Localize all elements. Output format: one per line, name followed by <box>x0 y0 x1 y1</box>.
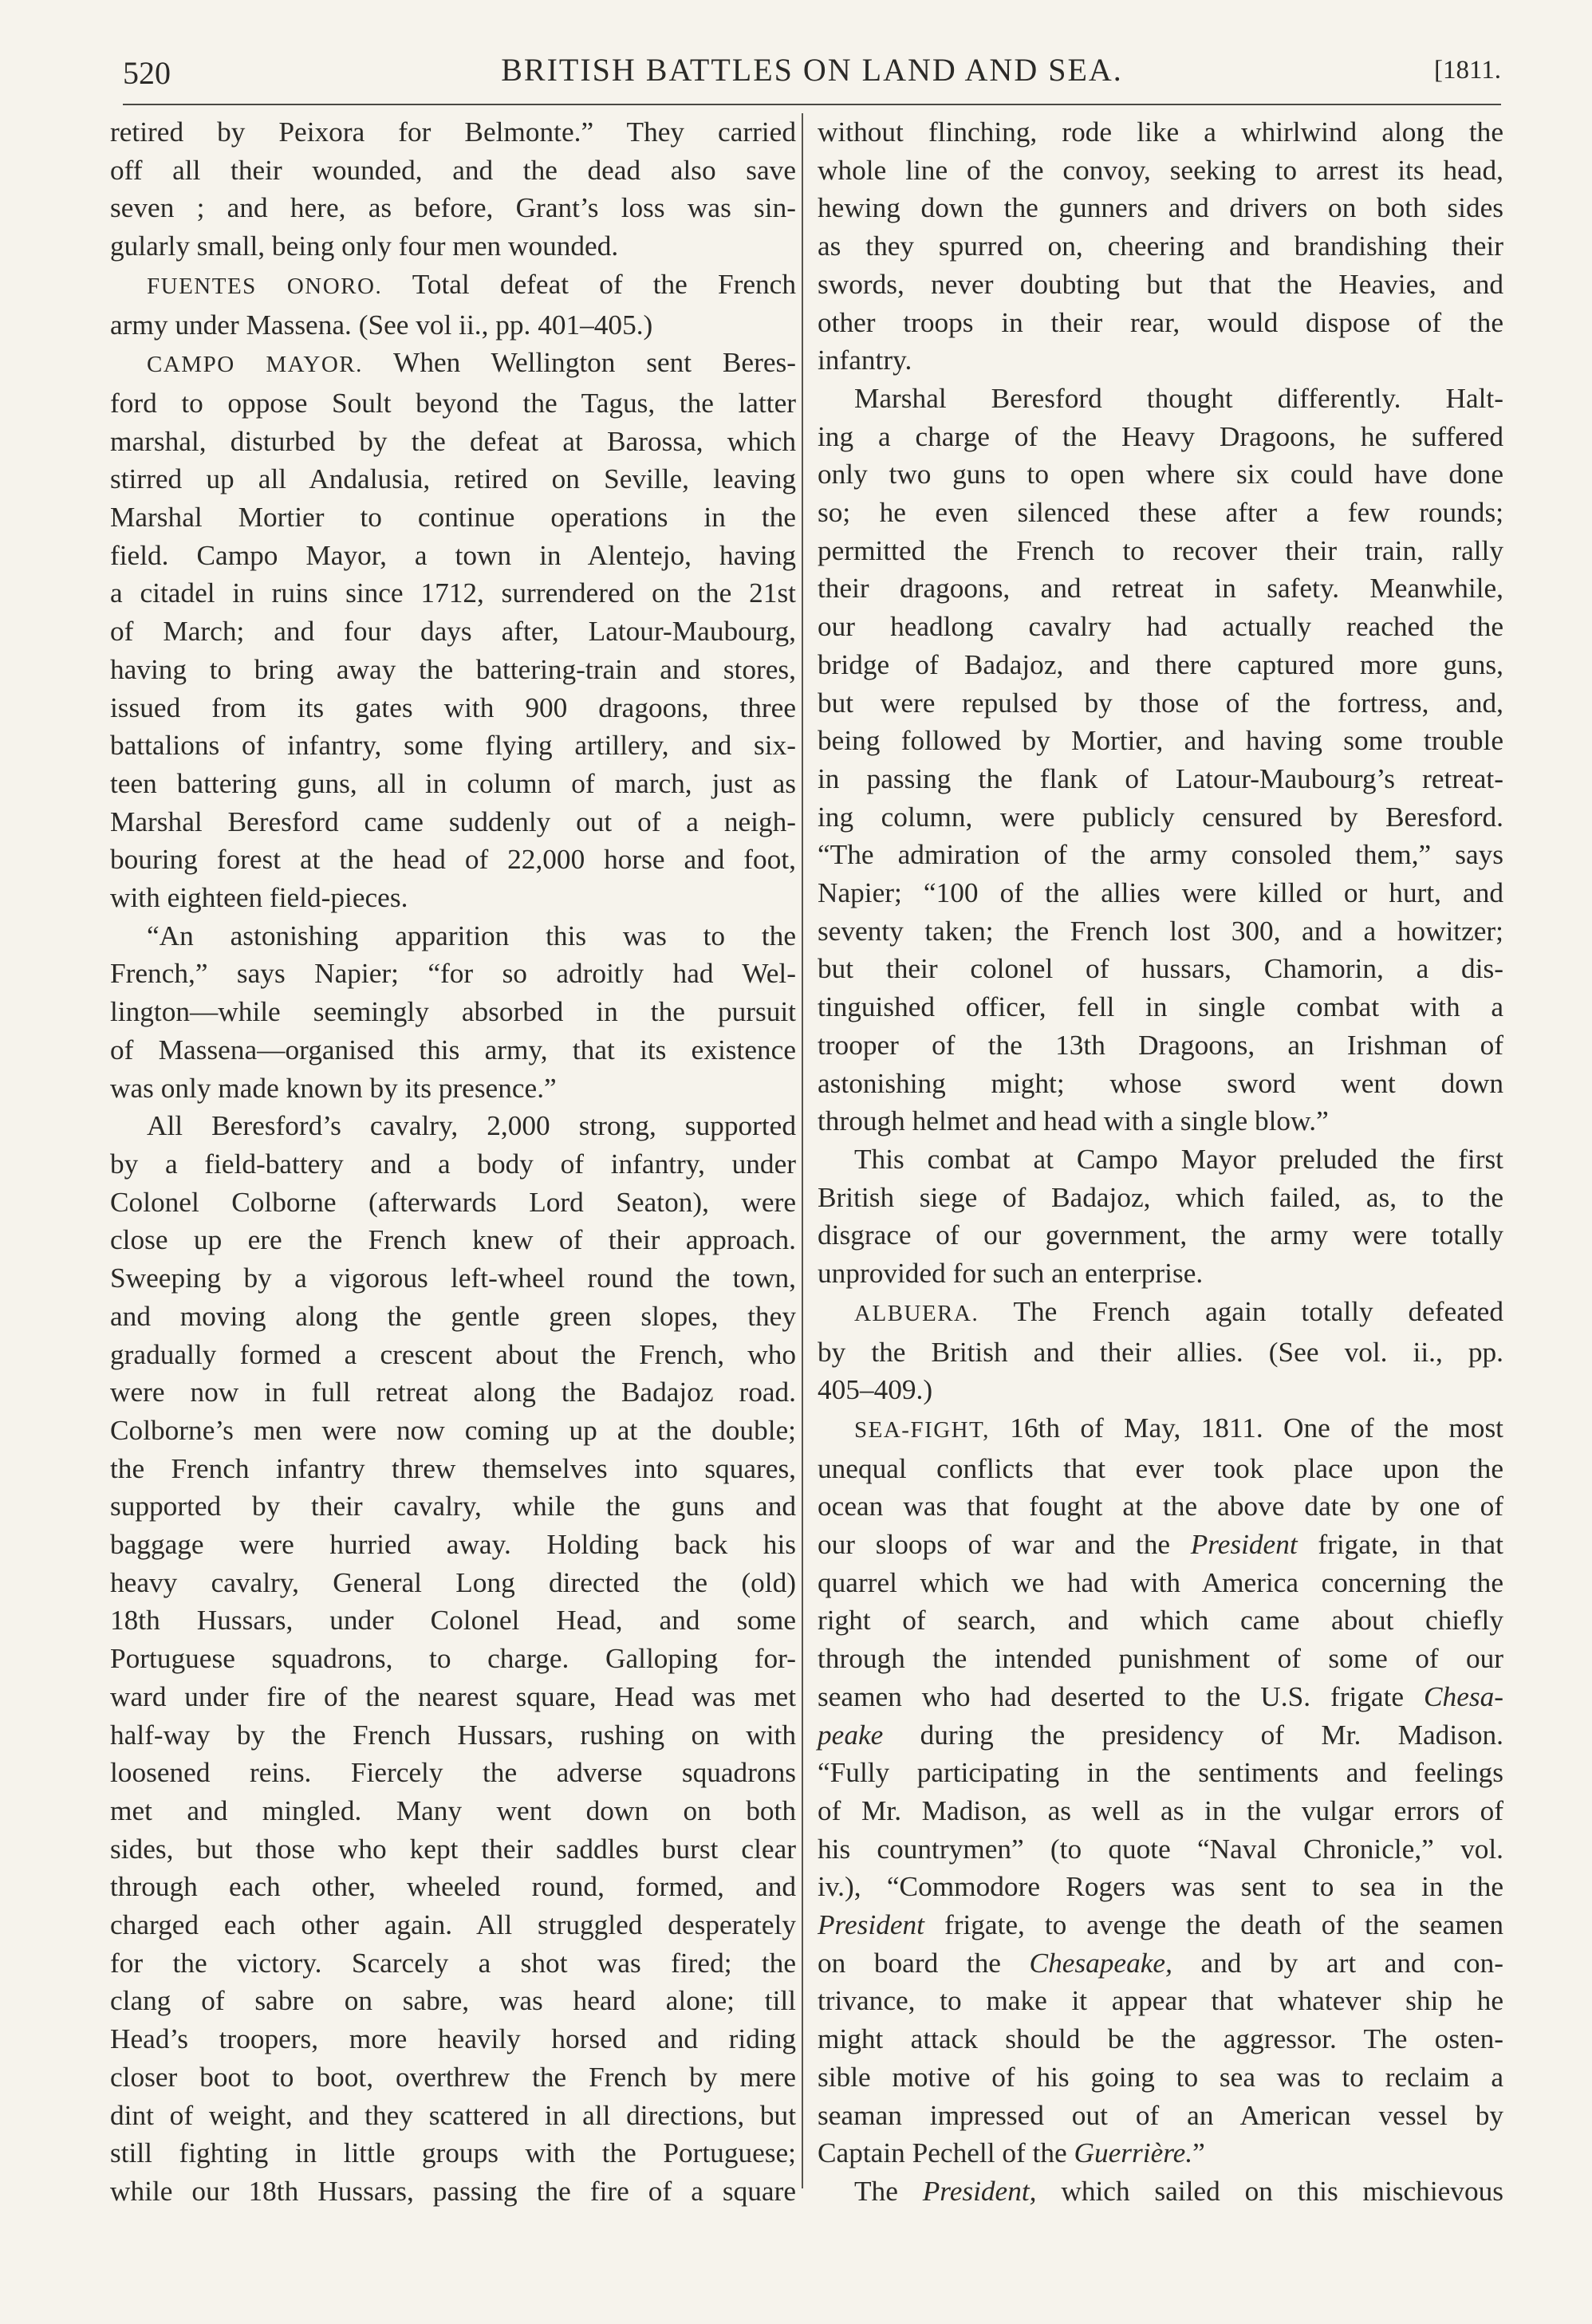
text-line: through each other, wheeled round, formed, and <box>110 1871 796 1903</box>
text-line: baggage were hurried away. Holding back his <box>110 1529 796 1561</box>
text-line: having to bring away the battering-train and stores, <box>110 653 796 685</box>
text-line: All Beresford’s cavalry, 2,000 strong, supported <box>147 1110 796 1142</box>
text-line: Sweeping by a vigorous left-wheel round the town, <box>110 1262 796 1294</box>
text-line: disgrace of our government, the army were totally <box>818 1219 1503 1251</box>
text-line: was only made known by its presence.” <box>110 1072 557 1104</box>
text-span: which sailed on this mischievous <box>1036 2175 1503 2207</box>
text-line: without flinching, rode like a whirlwind along the <box>818 116 1503 148</box>
text-line: ing column, were publicly censured by Beresford. <box>818 801 1503 833</box>
ship-name: President, <box>922 2175 1037 2207</box>
text-line: whole line of the convoy, seeking to arrest its head, <box>818 154 1503 186</box>
text-line: 405–409.) <box>818 1374 933 1406</box>
text-line: his countrymen” (to quote “Naval Chronicle,” vol. <box>818 1833 1503 1865</box>
text-line: bouring forest at the head of 22,000 horse and foot, <box>110 844 796 876</box>
text-line: being followed by Mortier, and having some trouble <box>818 725 1503 757</box>
text-line <box>110 344 796 384</box>
text-line: of March; and four days after, Latour-Maubourg, <box>110 616 796 648</box>
text-span: Captain Pechell of the <box>818 2137 1074 2169</box>
header-rule <box>123 104 1501 105</box>
text-line: so; he even silenced these after a few rounds; <box>818 497 1503 529</box>
ship-name: peake <box>818 1719 884 1751</box>
text-span: When Wellington sent Beres- <box>362 347 796 379</box>
text-line: might attack should be the aggressor. The osten- <box>818 2023 1503 2055</box>
text-line: of Massena—organised this army, that its existence <box>110 1034 796 1065</box>
text-line: as they spurred on, cheering and brandishing their <box>818 230 1503 262</box>
text-span: and by art and con- <box>1172 1947 1503 1979</box>
text-line: ing a charge of the Heavy Dragoons, he suffered <box>818 420 1503 452</box>
text-line: by the British and their allies. (See vol. ii., pp. <box>818 1336 1503 1368</box>
section-heading: FUENTES ONORO. <box>147 273 383 299</box>
text-line: seaman impressed out of an American vessel by <box>818 2099 1503 2131</box>
text-span: ” <box>1192 2137 1205 2169</box>
text-line <box>110 266 796 306</box>
text-line: unequal conflicts that ever took place upon the <box>818 1452 1503 1484</box>
text-line <box>818 1716 1503 1755</box>
text-line <box>818 1906 1503 1944</box>
section-heading: ALBUERA. <box>854 1300 979 1326</box>
ship-name: President <box>1190 1529 1298 1561</box>
text-line: 18th Hussars, under Colonel Head, and some <box>110 1605 796 1637</box>
text-line: loosened reins. Fiercely the adverse squadrons <box>110 1757 796 1789</box>
text-span: The <box>854 2175 923 2207</box>
text-line: but their colonel of hussars, Chamorin, a dis- <box>818 953 1503 985</box>
ship-name: President <box>818 1909 924 1941</box>
text-line: unprovided for such an enterprise. <box>818 1258 1204 1290</box>
header-year: [1811. <box>1433 56 1501 85</box>
text-line: hewing down the gunners and drivers on both sides <box>818 192 1503 224</box>
text-line: while our 18th Hussars, passing the fire of a square <box>110 2175 796 2207</box>
text-line: teen battering guns, all in column of march, just as <box>110 767 796 799</box>
text-line: ocean was that fought at the above date by one of <box>818 1491 1503 1522</box>
text-line <box>818 1526 1503 1564</box>
text-line: heavy cavalry, General Long directed the (old) <box>110 1566 796 1598</box>
text-line: Marshal Beresford came suddenly out of a neigh- <box>110 806 796 837</box>
text-line: stirred up all Andalusia, retired on Seville, leaving <box>110 463 796 495</box>
text-line: Portuguese squadrons, to charge. Galloping for- <box>110 1643 796 1675</box>
ship-name: Chesapeake, <box>1029 1947 1172 1979</box>
text-line <box>818 2172 1503 2211</box>
text-span: Total defeat of the French <box>382 268 796 300</box>
text-line: our headlong cavalry had actually reached the <box>818 611 1503 643</box>
text-line: close up ere the French knew of their approach. <box>110 1224 796 1256</box>
text-line: dint of weight, and they scattered in all directions, but <box>110 2099 796 2131</box>
text-line: sides, but those who kept their saddles burst clear <box>110 1833 796 1865</box>
text-line: by a field-battery and a body of infantry, under <box>110 1148 796 1180</box>
ship-name: Guerrière. <box>1074 2137 1193 2169</box>
section-heading: CAMPO MAYOR. <box>147 352 363 378</box>
text-line: of Mr. Madison, as well as in the vulgar errors of <box>818 1794 1503 1826</box>
text-line: ford to oppose Soult beyond the Tagus, the latter <box>110 387 796 419</box>
text-line: astonishing might; whose sword went down <box>818 1067 1503 1099</box>
text-line: off all their wounded, and the dead also save <box>110 154 796 186</box>
text-line: issued from its gates with 900 dragoons, three <box>110 691 796 723</box>
text-line: and moving along the gentle green slopes, they <box>110 1300 796 1332</box>
text-line: only two guns to open where six could have done <box>818 459 1503 490</box>
text-line <box>818 2134 1503 2172</box>
text-line <box>818 1293 1503 1333</box>
text-line: “Fully participating in the sentiments and feelings <box>818 1757 1503 1789</box>
text-line: a citadel in ruins since 1712, surrendered on the 21st <box>110 577 796 609</box>
right-column <box>818 113 1503 2211</box>
text-line: “The admiration of the army consoled them,” says <box>818 839 1503 871</box>
text-line: seven ; and here, as before, Grant’s loss was sin- <box>110 192 796 224</box>
text-span: our sloops of war and the <box>818 1529 1191 1561</box>
text-line: Marshal Beresford thought differently. Halt- <box>854 382 1503 414</box>
text-line: for the victory. Scarcely a shot was fired; the <box>110 1947 796 1979</box>
text-line: gradually formed a crescent about the French, who <box>110 1338 796 1370</box>
running-title: BRITISH BATTLES ON LAND AND SEA. <box>501 52 1123 88</box>
text-line: battalions of infantry, some flying artillery, and six- <box>110 730 796 762</box>
text-line: charged each other again. All struggled desperately <box>110 1909 796 1941</box>
text-line: their dragoons, and retreat in safety. Meanwhile, <box>818 573 1503 605</box>
text-line: British siege of Badajoz, which failed, as, to the <box>818 1181 1503 1213</box>
text-line: with eighteen field-pieces. <box>110 882 408 914</box>
text-span: The French again totally defeated <box>979 1295 1503 1327</box>
left-column <box>110 113 796 2211</box>
text-span: during the presidency of Mr. Madison. <box>883 1719 1503 1751</box>
text-line: permitted the French to recover their train, rally <box>818 534 1503 566</box>
text-line: sible motive of his going to sea was to reclaim a <box>818 2061 1503 2093</box>
text-line: trooper of the 13th Dragoons, an Irishman of <box>818 1029 1503 1061</box>
text-line: half-way by the French Hussars, rushing on with <box>110 1719 796 1751</box>
text-line: army under Massena. (See vol ii., pp. 401–405.) <box>110 309 653 341</box>
text-line: tinguished officer, fell in single combat with a <box>818 991 1503 1023</box>
column-rule <box>802 113 803 2188</box>
text-line: supported by their cavalry, while the guns and <box>110 1491 796 1522</box>
text-line: quarrel which we had with America concerning the <box>818 1566 1503 1598</box>
text-line: the French infantry threw themselves into squares, <box>110 1452 796 1484</box>
text-span: frigate, in that <box>1297 1529 1503 1561</box>
text-line: were now in full retreat along the Badajoz road. <box>110 1377 796 1408</box>
text-line: Napier; “100 of the allies were killed or hurt, and <box>818 877 1503 909</box>
text-line: still fighting in little groups with the Portuguese; <box>110 2137 796 2169</box>
text-line: ward under fire of the nearest square, Head was met <box>110 1680 796 1712</box>
text-line: Colonel Colborne (afterwards Lord Seaton), were <box>110 1186 796 1218</box>
text-line: seventy taken; the French lost 300, and a howitzer; <box>818 915 1503 947</box>
text-line: Marshal Mortier to continue operations in the <box>110 502 796 534</box>
text-line: closer boot to boot, overthrew the French by mere <box>110 2061 796 2093</box>
ship-name: Chesa- <box>1424 1680 1503 1712</box>
text-line <box>818 1678 1503 1716</box>
text-line: through helmet and head with a single blow.” <box>818 1105 1329 1137</box>
text-line: retired by Peixora for Belmonte.” They carried <box>110 116 796 148</box>
page-header <box>123 49 1501 97</box>
text-span: frigate, to avenge the death of the seamen <box>924 1909 1503 1941</box>
text-line: bridge of Badajoz, and there captured more guns, <box>818 648 1503 680</box>
text-line: infantry. <box>818 345 912 376</box>
text-line: lington—while seemingly absorbed in the pursuit <box>110 996 796 1028</box>
text-line: right of search, and which came about chiefly <box>818 1605 1503 1637</box>
text-line <box>818 1409 1503 1450</box>
text-span: on board the <box>818 1947 1030 1979</box>
text-line: gularly small, being only four men wounded. <box>110 230 619 262</box>
text-line: in passing the flank of Latour-Maubourg’s retreat- <box>818 762 1503 794</box>
section-heading: SEA-FIGHT, <box>854 1416 990 1443</box>
text-line: Head’s troopers, more heavily horsed and riding <box>110 2023 796 2055</box>
text-line: “An astonishing apparition this was to the <box>147 920 796 951</box>
text-line <box>818 1944 1503 1983</box>
text-line: but were repulsed by those of the fortress, and, <box>818 687 1503 719</box>
text-span: seamen who had deserted to the U.S. frigate <box>818 1680 1424 1712</box>
page-number: 520 <box>123 55 171 91</box>
text-line: This combat at Campo Mayor preluded the first <box>854 1143 1503 1175</box>
text-span: 16th of May, 1811. One of the most <box>989 1412 1503 1444</box>
text-line: met and mingled. Many went down on both <box>110 1794 796 1826</box>
text-line: through the intended punishment of some of our <box>818 1643 1503 1675</box>
text-line: other troops in their rear, would dispose of the <box>818 306 1503 338</box>
text-line: field. Campo Mayor, a town in Alentejo, having <box>110 539 796 571</box>
text-line: swords, never doubting but that the Heavies, and <box>818 268 1503 300</box>
text-line: marshal, disturbed by the defeat at Barossa, which <box>110 425 796 457</box>
text-line: French,” says Napier; “for so adroitly had Wel- <box>110 958 796 990</box>
text-line: iv.), “Commodore Rogers was sent to sea in the <box>818 1871 1503 1903</box>
text-line: clang of sabre on sabre, was heard alone; till <box>110 1985 796 2017</box>
text-line: trivance, to make it appear that whatever ship he <box>818 1985 1503 2017</box>
text-line: Colborne’s men were now coming up at the double; <box>110 1414 796 1446</box>
